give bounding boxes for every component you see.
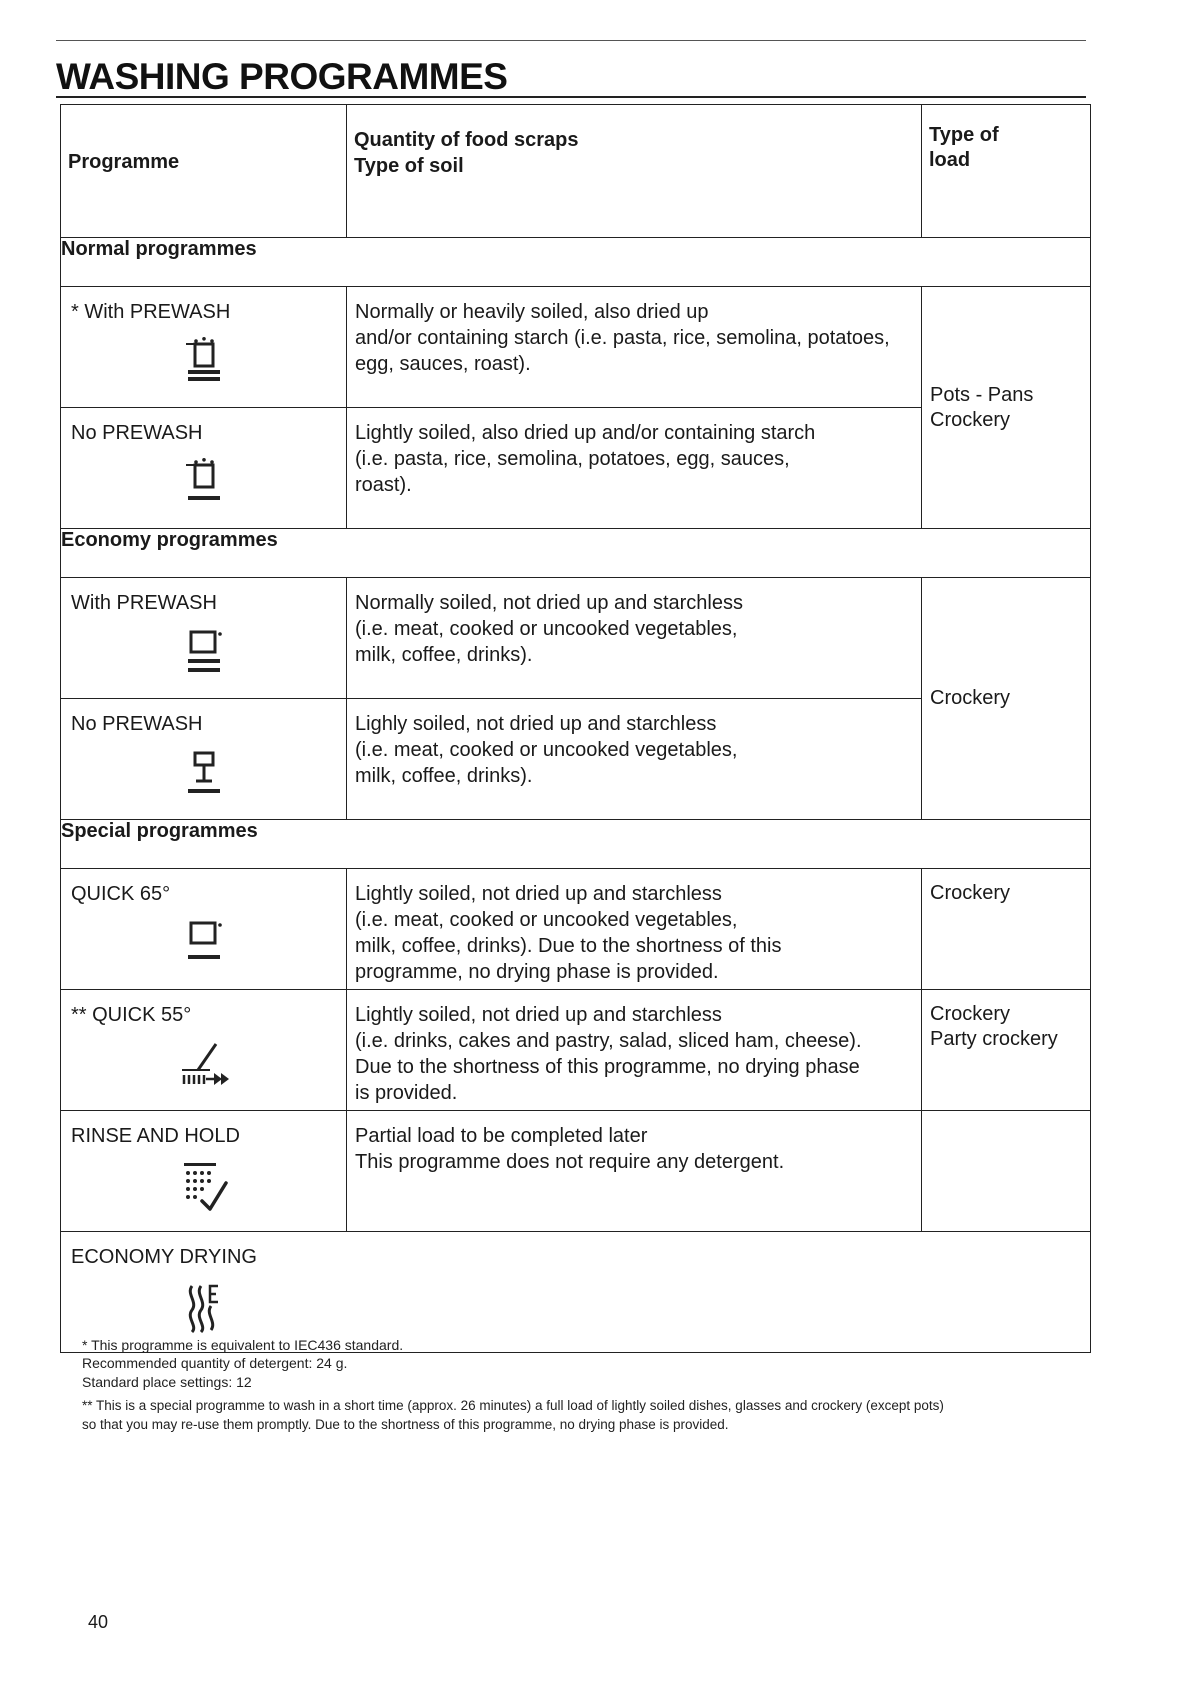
load-text: Party crockery [930, 1028, 1058, 1050]
load-cell [922, 1111, 1091, 1232]
description-line: is provided. [355, 1082, 458, 1104]
footnote-1: * This programme is equivalent to IEC436 standard. [82, 1337, 404, 1353]
table-row [61, 869, 1091, 990]
header-load-line1: Type of [929, 124, 999, 146]
economy-drying-icon [61, 1282, 347, 1336]
description-cell [347, 578, 922, 699]
description-line: milk, coffee, drinks). [355, 644, 533, 666]
table-row [61, 578, 1091, 699]
description-line: Lightly soiled, not dried up and starchless [355, 883, 722, 905]
programme-cell [61, 578, 347, 699]
footnote-4: ** This is a special programme to wash in a short time (approx. 26 minutes) a full load of lightly soiled dishes, glasses and crockery (except pots) [82, 1398, 944, 1413]
footnote-2: Recommended quantity of detergent: 24 g. [82, 1355, 348, 1371]
section-row [61, 238, 1091, 287]
page-number: 40 [88, 1612, 109, 1632]
programme-cell [61, 287, 347, 408]
load-text: Pots - Pans [930, 383, 1034, 406]
description-cell [347, 287, 922, 408]
description-line: Lightly soiled, not dried up and starchless [355, 1004, 722, 1026]
description-line: (i.e. drinks, cakes and pastry, salad, sliced ham, cheese). [355, 1030, 862, 1052]
programme-cell [61, 869, 347, 990]
programme-cell [61, 408, 347, 529]
section-normal: Normal programmes [61, 238, 1091, 287]
load-text: Crockery [930, 882, 1011, 904]
quick-55-icon [61, 1040, 346, 1090]
description-line: Lightly soiled, also dried up and/or containing starch [355, 422, 816, 444]
header-programme: Programme [61, 105, 347, 238]
description-cell [347, 869, 922, 990]
section-economy: Economy programmes [61, 529, 1091, 578]
load-cell [922, 287, 1091, 529]
rinse-hold-icon [61, 1161, 346, 1215]
header-quantity [347, 105, 922, 238]
table-row [61, 990, 1091, 1111]
title-rule [56, 96, 1086, 98]
description-line: milk, coffee, drinks). Due to the shortness of this [355, 935, 782, 957]
glass-icon [61, 749, 346, 799]
description-cell [347, 990, 922, 1111]
description-line: (i.e. meat, cooked or uncooked vegetables, [355, 739, 738, 761]
header-row [61, 105, 1091, 238]
programme-name: No PREWASH [71, 422, 203, 444]
header-soil-line: Type of soil [354, 155, 464, 177]
description-line: (i.e. meat, cooked or uncooked vegetables, [355, 909, 738, 931]
description-line: (i.e. meat, cooked or uncooked vegetables, [355, 618, 738, 640]
description-line: Normally or heavily soiled, also dried up [355, 301, 709, 323]
load-cell [922, 990, 1091, 1111]
description-line: Partial load to be completed later [355, 1125, 648, 1147]
quick-65-icon [61, 919, 346, 967]
header-load [922, 105, 1091, 238]
section-row [61, 820, 1091, 869]
programmes-table [60, 104, 1091, 1353]
load-text: Crockery [930, 687, 1011, 709]
programme-name: No PREWASH [71, 713, 203, 735]
programme-name: ECONOMY DRYING [71, 1246, 257, 1268]
section-special: Special programmes [61, 820, 1091, 869]
description-line: Due to the shortness of this programme, no drying phase [355, 1056, 860, 1078]
programme-name: ** QUICK 55° [71, 1004, 192, 1026]
description-line: roast). [355, 474, 412, 496]
table-row [61, 1111, 1091, 1232]
plate-prewash-icon [61, 628, 346, 678]
table-row [61, 1232, 1091, 1353]
empty-cell [347, 1232, 1091, 1353]
load-cell [922, 869, 1091, 990]
table-row [61, 287, 1091, 408]
programme-name: With PREWASH [71, 592, 217, 614]
footnote-3: Standard place settings: 12 [82, 1374, 252, 1390]
page-title: WASHING PROGRAMMES [56, 56, 508, 97]
section-row [61, 529, 1091, 578]
programme-cell [61, 1111, 347, 1232]
load-cell [922, 578, 1091, 820]
description-line: (i.e. pasta, rice, semolina, potatoes, egg, sauces, [355, 448, 790, 470]
top-rule [56, 40, 1086, 41]
pot-icon [61, 458, 346, 506]
description-line: and/or containing starch (i.e. pasta, rice, semolina, potatoes, [355, 327, 890, 349]
description-line: Lighly soiled, not dried up and starchless [355, 713, 717, 735]
description-line: egg, sauces, roast). [355, 353, 531, 375]
description-line: milk, coffee, drinks). [355, 765, 533, 787]
programme-cell [61, 699, 347, 820]
footnote-5: so that you may re-use them promptly. Due to the shortness of this programme, no drying phase is provided. [82, 1417, 729, 1432]
programme-name: * With PREWASH [71, 301, 231, 323]
programme-name: RINSE AND HOLD [71, 1125, 240, 1147]
header-quantity-line: Quantity of food scraps [354, 129, 579, 151]
load-text: Crockery [930, 408, 1011, 431]
programme-cell [61, 990, 347, 1111]
load-text: Crockery [930, 1003, 1011, 1025]
programme-name: QUICK 65° [71, 883, 171, 905]
pot-prewash-icon [61, 337, 346, 387]
description-line: This programme does not require any detergent. [355, 1151, 785, 1173]
description-cell [347, 699, 922, 820]
programme-cell [61, 1232, 347, 1353]
description-cell [347, 408, 922, 529]
header-load-line2: load [929, 149, 971, 171]
description-line: programme, no drying phase is provided. [355, 961, 719, 983]
description-line: Normally soiled, not dried up and starchless [355, 592, 743, 614]
description-cell [347, 1111, 922, 1232]
